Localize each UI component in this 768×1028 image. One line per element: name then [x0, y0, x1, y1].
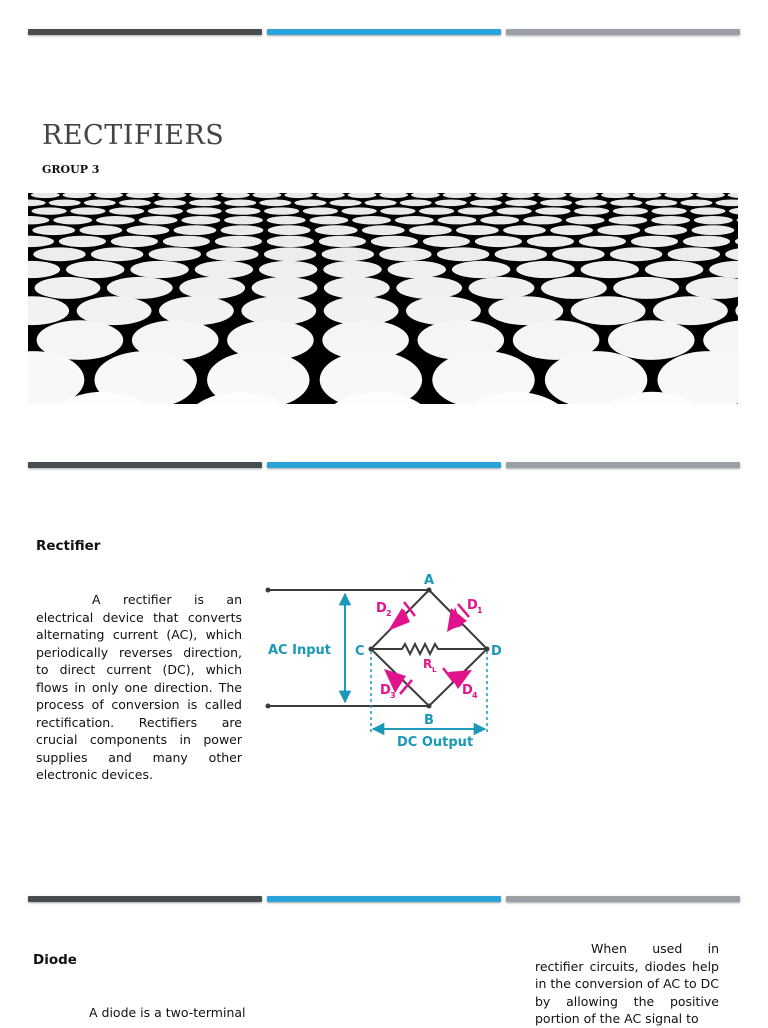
- rl-label: R: [423, 657, 433, 671]
- disc: [63, 193, 92, 198]
- disc: [644, 225, 687, 235]
- disc: [474, 193, 503, 198]
- disc: [32, 225, 75, 235]
- disc: [601, 193, 630, 198]
- disc: [469, 277, 535, 299]
- disc: [225, 207, 260, 214]
- divider-segment-gray: [506, 29, 740, 35]
- disc: [694, 216, 733, 224]
- disc: [696, 193, 725, 198]
- disc: [503, 225, 546, 235]
- disc: [28, 296, 69, 325]
- disc: [380, 207, 415, 214]
- disc: [154, 200, 186, 207]
- disc: [506, 193, 535, 198]
- divider-segment-gray: [506, 896, 740, 902]
- disc: [443, 193, 472, 198]
- diode-heading: Diode: [33, 952, 77, 968]
- d1-subscript: 1: [477, 606, 483, 615]
- disc: [538, 193, 567, 198]
- disc: [581, 261, 639, 278]
- disc: [181, 216, 220, 224]
- disc: [438, 216, 477, 224]
- disc: [163, 236, 210, 247]
- d2-subscript: 2: [386, 609, 392, 618]
- diode-paragraph-left: A diode is a two-terminal: [89, 1005, 246, 1020]
- disc: [96, 216, 135, 224]
- disc: [400, 200, 432, 207]
- disc: [33, 247, 85, 261]
- disc: [323, 261, 381, 278]
- d2-label: D: [376, 601, 387, 616]
- disc: [215, 236, 262, 247]
- disc: [527, 236, 574, 247]
- disc: [303, 207, 338, 214]
- disc: [613, 277, 679, 299]
- divider-segment-blue: [267, 29, 501, 35]
- disc: [653, 296, 728, 325]
- disc: [252, 277, 318, 299]
- disc: [396, 277, 462, 299]
- slide-subtitle: GROUP 3: [42, 163, 100, 176]
- disc: [728, 193, 738, 198]
- disc: [574, 207, 609, 214]
- disc: [189, 193, 218, 198]
- disc: [470, 200, 502, 207]
- disc: [70, 207, 105, 214]
- disc: [686, 277, 738, 299]
- disc: [388, 261, 446, 278]
- disc: [541, 277, 607, 299]
- disc: [645, 261, 703, 278]
- disc: [709, 261, 738, 278]
- disc: [224, 200, 256, 207]
- bridge-rectifier-diagram: [262, 568, 512, 754]
- disc: [315, 225, 358, 235]
- disc: [435, 200, 467, 207]
- disc: [690, 207, 725, 214]
- disc: [221, 193, 250, 198]
- disc: [516, 261, 574, 278]
- disc: [456, 225, 499, 235]
- disc: [49, 200, 81, 207]
- disc: [267, 236, 314, 247]
- disc: [330, 200, 362, 207]
- disc: [187, 207, 222, 214]
- disc: [395, 216, 434, 224]
- node-a-label: A: [424, 573, 435, 588]
- disc: [571, 296, 646, 325]
- disc: [79, 225, 122, 235]
- disc: [268, 225, 311, 235]
- disc: [179, 277, 245, 299]
- disc: [221, 225, 264, 235]
- disc: [32, 207, 67, 214]
- disc: [423, 236, 470, 247]
- disc: [28, 261, 60, 278]
- disc: [668, 247, 720, 261]
- disc: [158, 193, 187, 198]
- disc: [195, 261, 253, 278]
- d1-label: D: [467, 598, 478, 613]
- disc: [737, 216, 738, 224]
- disc: [566, 216, 605, 224]
- disc: [411, 193, 440, 198]
- divider-segment-dark: [28, 462, 262, 468]
- disc: [31, 193, 60, 198]
- disc: [683, 236, 730, 247]
- disc: [651, 216, 690, 224]
- disc: [94, 193, 123, 198]
- d4-label: D: [462, 683, 473, 698]
- divider-segment-blue: [267, 462, 501, 468]
- disc: [409, 225, 452, 235]
- disc: [264, 207, 299, 214]
- disc: [716, 200, 739, 207]
- divider-segment-blue: [267, 896, 501, 902]
- disc: [645, 200, 677, 207]
- divider-segment-dark: [28, 29, 262, 35]
- d4-subscript: 4: [472, 691, 478, 700]
- disc: [610, 247, 662, 261]
- disc: [652, 207, 687, 214]
- disc: [322, 247, 374, 261]
- disc: [552, 247, 604, 261]
- disc: [316, 193, 345, 198]
- disc: [505, 200, 537, 207]
- load-resistor: [371, 644, 487, 654]
- disc: [111, 236, 158, 247]
- disc: [107, 277, 173, 299]
- disc: [127, 225, 170, 235]
- disc: [735, 236, 738, 247]
- slide-title: RECTIFIERS: [42, 120, 225, 151]
- disc: [540, 200, 572, 207]
- disc: [174, 225, 217, 235]
- disc: [569, 193, 598, 198]
- disc: [480, 216, 519, 224]
- disc: [148, 207, 183, 214]
- disc: [371, 236, 418, 247]
- disc: [633, 193, 662, 198]
- disc: [725, 247, 738, 261]
- disc: [35, 277, 101, 299]
- disc: [264, 247, 316, 261]
- disc: [139, 216, 178, 224]
- disc: [610, 200, 642, 207]
- disc: [91, 247, 143, 261]
- rl-subscript: L: [432, 666, 437, 674]
- disc: [475, 236, 522, 247]
- diode-d2: [388, 602, 415, 631]
- d3-label: D: [380, 683, 391, 698]
- disc: [458, 207, 493, 214]
- disc: [224, 216, 263, 224]
- disc: [28, 200, 46, 207]
- disc: [497, 207, 532, 214]
- disc: [319, 236, 366, 247]
- disc: [259, 200, 291, 207]
- disc: [523, 216, 562, 224]
- node-c-label: C: [355, 644, 365, 659]
- disc: [550, 225, 593, 235]
- disc: [613, 207, 648, 214]
- disc: [310, 216, 349, 224]
- rectifier-paragraph: A rectifier is an electrical device that converts alternating current (AC), which periodically reverses direction, to direct current (DC), which flows in only one direction. The process of conversion is called rectification. Rectifiers are crucial components in power supplies and many other electronic devices.: [36, 592, 242, 782]
- disc: [379, 247, 431, 261]
- disc: [348, 193, 377, 198]
- disc: [28, 236, 54, 247]
- disc: [437, 247, 489, 261]
- disc: [379, 193, 408, 198]
- disc: [66, 261, 124, 278]
- disc: [342, 207, 377, 214]
- disc: [729, 207, 738, 214]
- disc: [28, 216, 49, 224]
- d3-subscript: 3: [390, 691, 396, 700]
- disc: [324, 277, 390, 299]
- dc-output-label: DC Output: [397, 735, 474, 750]
- disc: [259, 261, 317, 278]
- disc: [352, 216, 391, 224]
- disc: [362, 225, 405, 235]
- ac-input-label: AC Input: [268, 643, 331, 658]
- white-discs-image: [28, 193, 738, 404]
- title-photo: [28, 193, 738, 404]
- disc: [608, 320, 695, 360]
- diode-paragraph-right: When used in rectifier circuits, diodes help in the conversion of AC to DC by allowing the positive portion of the AC signal to: [535, 941, 719, 1026]
- disc: [126, 193, 155, 198]
- disc: [495, 247, 547, 261]
- rectifier-heading: Rectifier: [36, 538, 101, 554]
- disc: [680, 200, 712, 207]
- disc: [692, 225, 735, 235]
- disc: [419, 207, 454, 214]
- disc: [109, 207, 144, 214]
- node-d-label: D: [491, 644, 502, 659]
- disc: [609, 216, 648, 224]
- disc: [206, 247, 258, 261]
- disc: [597, 225, 640, 235]
- divider-segment-dark: [28, 896, 262, 902]
- disc: [149, 247, 201, 261]
- divider-segment-gray: [506, 462, 740, 468]
- disc: [130, 261, 188, 278]
- disc: [579, 236, 626, 247]
- disc: [267, 216, 306, 224]
- disc: [253, 193, 282, 198]
- disc: [284, 193, 313, 198]
- disc: [59, 236, 106, 247]
- disc: [189, 200, 221, 207]
- disc: [84, 200, 116, 207]
- node-b-label: B: [424, 713, 434, 728]
- disc: [294, 200, 326, 207]
- disc: [452, 261, 510, 278]
- disc: [575, 200, 607, 207]
- disc: [119, 200, 151, 207]
- disc: [664, 193, 693, 198]
- disc: [53, 216, 92, 224]
- disc: [631, 236, 678, 247]
- disc: [365, 200, 397, 207]
- disc: [535, 207, 570, 214]
